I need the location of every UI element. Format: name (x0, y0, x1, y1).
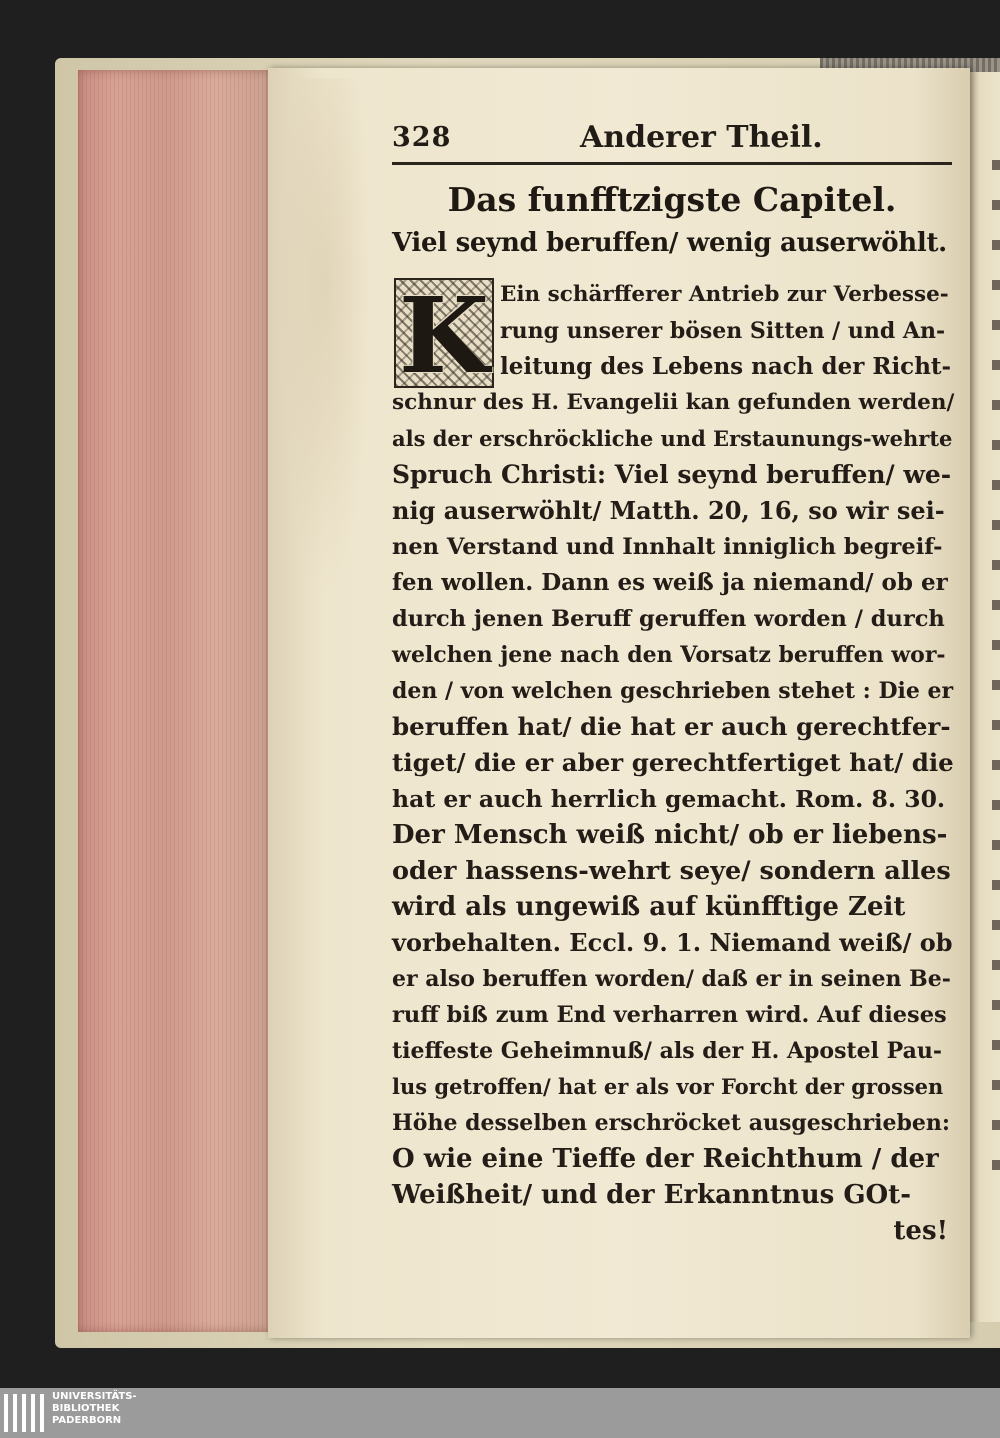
text-line: durch jenen Beruff geruffen worden / durch (392, 606, 945, 632)
text-line: tieffeste Geheimnuß/ als der H. Apostel Pau- (392, 1038, 942, 1064)
text-line: Der Mensch weiß nicht/ ob er liebens- (392, 820, 948, 850)
library-footer (0, 1388, 1000, 1438)
text-line: den / von welchen geschrieben stehet : Die er (392, 678, 954, 704)
text-line: Spruch Christi: Viel seynd beruffen/ we- (392, 460, 952, 489)
text-line: Weißheit/ und der Erkanntnus GOt- (392, 1180, 911, 1210)
text-line: wird als ungewiß auf künfftige Zeit (392, 892, 906, 922)
decorated-initial (394, 274, 494, 397)
text-line: als der erschröckliche und Erstaunungs-wehrte (392, 426, 953, 451)
text-line: nig auserwöhlt/ Matth. 20, 16, so wir sei- (392, 496, 945, 525)
library-logo-icon (4, 1394, 44, 1432)
chapter-title: Das funfftzigste Capitel. (447, 180, 897, 219)
text-line: leitung des Lebens nach der Richt- (500, 353, 952, 380)
library-logo-text (52, 1391, 137, 1427)
text-line: welchen jene nach den Vorsatz beruffen wor- (392, 642, 946, 668)
text-line: tes! (893, 1216, 948, 1246)
text-line: schnur des H. Evangelii kan gefunden werden/ (392, 390, 955, 415)
text-line: fen wollen. Dann es weiß ja niemand/ ob er (392, 569, 948, 596)
logo-line: BIBLIOTHEK (52, 1403, 120, 1414)
text-line: er also beruffen worden/ daß er in seinen Be- (392, 966, 951, 992)
text-line: Höhe desselben erschröcket ausgeschrieben: (392, 1110, 950, 1136)
text-line: tiget/ die er aber gerechtfertiget hat/ die (392, 748, 954, 777)
page-edges (78, 70, 273, 1332)
running-head: Anderer Theil. (580, 120, 823, 155)
text-line: ruff biß zum End verharren wird. Auf dieses (392, 1002, 947, 1028)
text-line: O wie eine Tieffe der Reichthum / der (392, 1144, 939, 1174)
facing-page-text (992, 160, 1000, 1180)
text-line: beruffen hat/ die hat er auch gerechtfer- (392, 712, 951, 741)
text-line: hat er auch herrlich gemacht. Rom. 8. 30. (392, 785, 946, 813)
text-line: rung unserer bösen Sitten / und An- (500, 318, 946, 344)
text-line: vorbehalten. Eccl. 9. 1. Niemand weiß/ ob (392, 928, 953, 957)
initial-letter: K (398, 274, 490, 397)
chapter-subtitle: Viel seynd beruffen/ wenig auserwöhlt. (392, 228, 947, 258)
text-line: oder hassens-wehrt seye/ sondern alles (392, 856, 951, 886)
text-line: nen Verstand und Innhalt inniglich begreif- (392, 534, 943, 560)
text-line: lus getroffen/ hat er als vor Forcht der grossen (392, 1074, 944, 1099)
page-header (392, 118, 952, 165)
page-number: 328 (392, 122, 452, 153)
text-line: Ein schärfferer Antrieb zur Verbesse- (500, 282, 949, 307)
logo-line: PADERBORN (52, 1415, 122, 1426)
logo-line: UNIVERSITÄTS- (52, 1391, 137, 1402)
